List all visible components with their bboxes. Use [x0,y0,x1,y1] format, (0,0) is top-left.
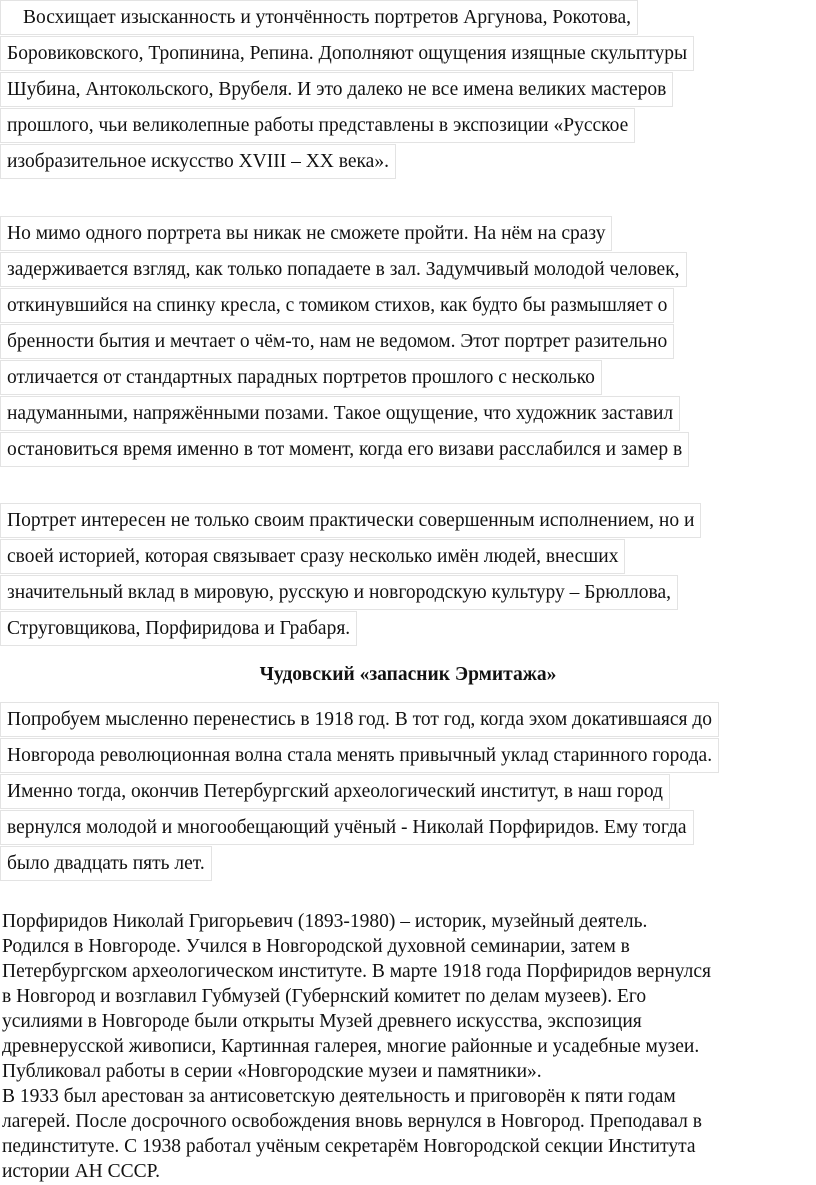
text-line: Попробуем мысленно перенестись в 1918 год. В тот год, когда эхом докатившаяся до [0,702,719,737]
text-line: вернулся молодой и многообещающий учёный - Николай Порфиридов. Ему тогда [0,810,694,845]
bio-line: Петербургском археологическом институте. В марте 1918 года Порфиридов вернулся [2,961,711,982]
bio-line: древнерусской живописи, Картинная галерея, многие районные и усадебные музеи. [2,1036,700,1057]
text-line: Шубина, Антокольского, Врубеля. И это далеко не все имена великих мастеров [0,72,673,107]
section-heading: Чудовский «запасник Эрмитажа» [259,664,557,685]
bio-line: в Новгород и возглавил Губмузей (Губернский комитет по делам музеев). Его [2,986,647,1007]
paragraph-portrait [0,216,689,468]
biography-text [2,909,711,1184]
text-line: остановиться время именно в тот момент, когда его визави расслабился и замер в [0,432,689,467]
bio-line: Публиковал работы в серии «Новгородские музеи и памятники». [2,1061,542,1082]
bio-line: истории АН СССР. [2,1161,160,1182]
text-line: своей историей, которая связывает сразу несколько имён людей, внесших [0,539,625,574]
text-line: Струговщикова, Порфиридова и Грабаря. [0,611,357,646]
text-line: задерживается взгляд, как только попадаете в зал. Задумчивый молодой человек, [0,252,687,287]
paragraph-history [0,503,701,647]
text-line: Но мимо одного портрета вы никак не сможете пройти. На нём на сразу [0,216,612,251]
paragraph-1918 [0,702,719,882]
text-line: откинувшийся на спинку кресла, с томиком стихов, как будто бы размышляет о [0,288,674,323]
text-line: прошлого, чьи великолепные работы представлены в экспозиции «Русское [0,108,635,143]
bio-line: лагерей. После досрочного освобождения вновь вернулся в Новгород. Преподавал в [2,1111,702,1132]
text-line: значительный вклад в мировую, русскую и новгородскую культуру – Брюллова, [0,575,678,610]
bio-line: Порфиридов Николай Григорьевич (1893-1980) – историк, музейный деятель. [2,911,648,932]
bio-line: пединституте. С 1938 работал учёным секретарём Новгородской секции Института [2,1136,696,1157]
text-line: изобразительное искусство XVIII – XX века». [0,144,396,179]
text-line: было двадцать пять лет. [0,846,212,881]
bio-line: усилиями в Новгороде были открыты Музей древнего искусства, экспозиция [2,1011,642,1032]
text-line: Именно тогда, окончив Петербургский археологический институт, в наш город [0,774,670,809]
text-line: отличается от стандартных парадных портретов прошлого с несколько [0,360,602,395]
text-line: Боровиковского, Тропинина, Репина. Дополняют ощущения изящные скульптуры [0,36,694,71]
paragraph-intro [0,0,694,180]
text-line: Восхищает изысканность и утончённость портретов Аргунова, Рокотова, [0,0,638,35]
text-line: Новгорода революционная волна стала менять привычный уклад старинного города. [0,738,719,773]
text-line: бренности бытия и мечтает о чём-то, нам не ведомом. Этот портрет разительно [0,324,674,359]
bio-line: В 1933 был арестован за антисоветскую деятельность и приговорён к пяти годам [2,1086,676,1107]
bio-line: Родился в Новгороде. Учился в Новгородской духовной семинарии, затем в [2,936,630,957]
text-line: Портрет интересен не только своим практически совершенным исполнением, но и [0,503,701,538]
text-line: надуманными, напряжёнными позами. Такое ощущение, что художник заставил [0,396,680,431]
